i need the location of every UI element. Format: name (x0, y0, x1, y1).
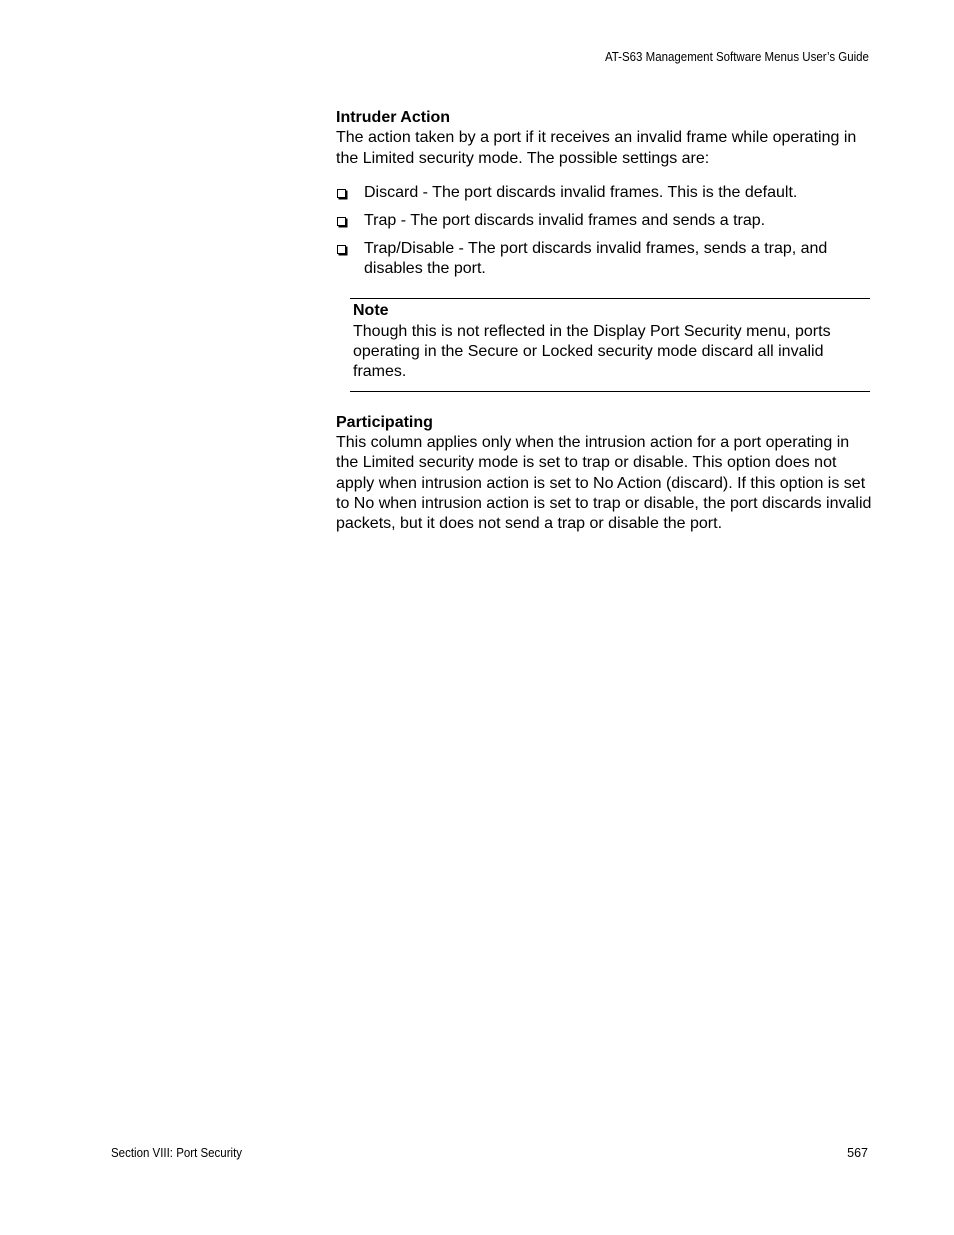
list-item-text: Trap - The port discards invalid frames and sends a trap. (364, 211, 766, 229)
list-item-text: Trap/Disable - The port discards invalid frames, sends a trap, and disables the port. (364, 239, 828, 278)
intruder-action-options (336, 183, 872, 280)
list-item (336, 239, 872, 280)
intruder-action-heading: Intruder Action (336, 109, 451, 126)
list-item (336, 211, 872, 231)
footer-section-title: Section VIII: Port Security (111, 1146, 243, 1160)
note-box (350, 298, 870, 391)
intruder-action-intro: The action taken by a port if it receives an invalid frame while operating in the Limited security mode. The possible settings are: (336, 129, 857, 167)
intruder-action-section (336, 108, 872, 279)
note-body: Though this is not reflected in the Display Port Security menu, ports operating in the Secure or Locked security mode discard all invalid frames. (353, 322, 831, 381)
list-item (336, 183, 872, 203)
footer-page-number: 567 (847, 1146, 868, 1160)
list-item-text: Discard - The port discards invalid frames. This is the default. (364, 183, 798, 201)
checkbox-bullet-icon (337, 245, 346, 254)
checkbox-bullet-icon (337, 189, 346, 198)
note-heading: Note (353, 302, 389, 320)
main-content (336, 108, 872, 534)
running-header: AT-S63 Management Software Menus User’s Guide (605, 50, 869, 64)
participating-section (336, 413, 872, 535)
participating-heading: Participating (336, 413, 433, 431)
participating-body: This column applies only when the intrusion action for a port operating in the Limited security mode is set to trap or disable. This option does not apply when intrusion action is set to No Action (discard). If this option is set to No when intrusion action is set to trap or disable, the port discards invalid packets, but it does not send a trap or disable the port. (336, 433, 872, 533)
checkbox-bullet-icon (337, 217, 346, 226)
